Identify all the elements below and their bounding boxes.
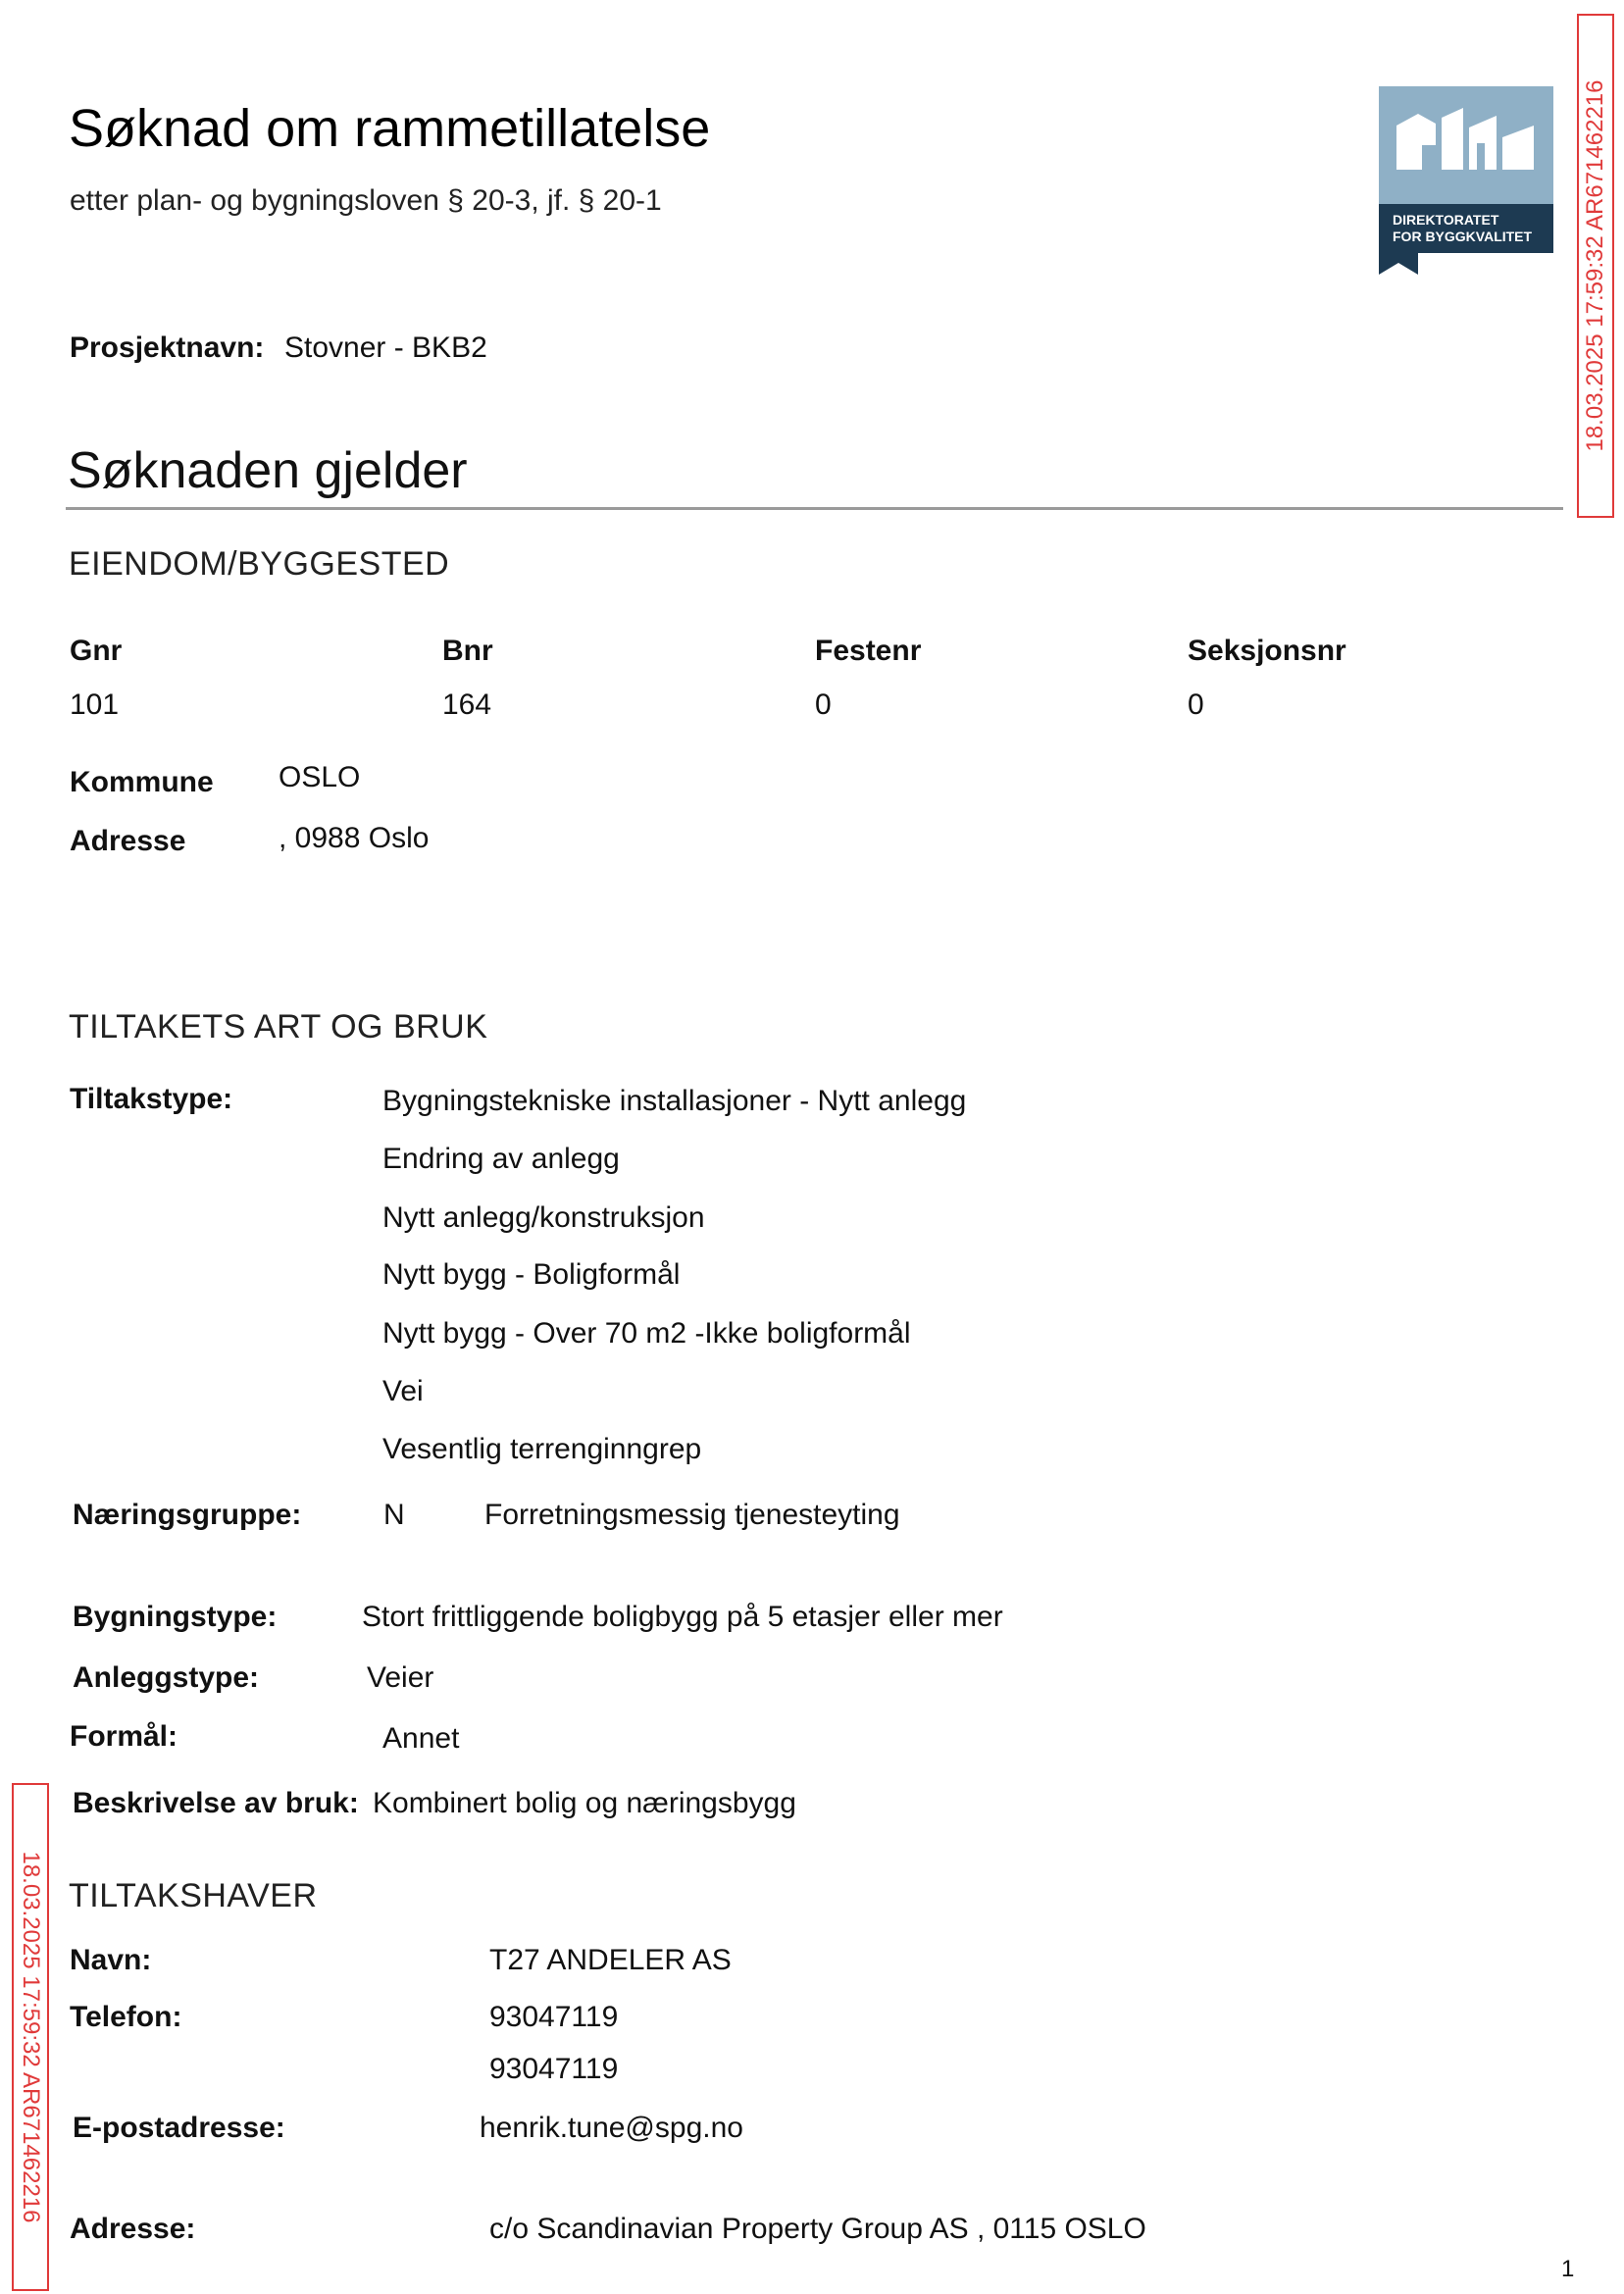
- navn-value: T27 ANDELER AS: [489, 1944, 732, 1976]
- epost-value: henrik.tune@spg.no: [480, 2112, 743, 2144]
- logo-text-line2: FOR BYGGKVALITET: [1393, 229, 1533, 244]
- tiltakshaver-adresse-value: c/o Scandinavian Property Group AS , 0115 OSLO: [489, 2213, 1146, 2245]
- gnr-label: Gnr: [70, 635, 123, 667]
- beskrivelse-label: Beskrivelse av bruk:: [73, 1787, 359, 1819]
- formal-label: Formål:: [70, 1720, 178, 1753]
- tiltakshaver-heading: TILTAKSHAVER: [69, 1877, 318, 1914]
- adresse-label: Adresse: [70, 825, 186, 857]
- section-title: Søknaden gjelder: [68, 442, 468, 499]
- telefon-value: 93047119: [489, 2053, 619, 2085]
- anleggstype-value: Veier: [367, 1661, 434, 1694]
- dibk-logo-icon: [1379, 86, 1553, 275]
- tiltakstype-item: Bygningstekniske installasjoner - Nytt anlegg: [382, 1085, 967, 1117]
- formal-value: Annet: [382, 1722, 460, 1755]
- festenr-value: 0: [815, 688, 832, 721]
- bnr-label: Bnr: [442, 635, 493, 667]
- epost-label: E-postadresse:: [73, 2112, 285, 2144]
- tiltakstype-item: Nytt anlegg/konstruksjon: [382, 1201, 705, 1234]
- page-subtitle: etter plan- og bygningsloven § 20-3, jf. § 20-1: [70, 184, 662, 217]
- seksjonsnr-label: Seksjonsnr: [1188, 635, 1346, 667]
- kommune-value: OSLO: [279, 761, 361, 793]
- project-value: Stovner - BKB2: [284, 331, 487, 364]
- telefon-value: 93047119: [489, 2001, 619, 2033]
- beskrivelse-value: Kombinert bolig og næringsbygg: [373, 1787, 796, 1819]
- dibk-logo: [1379, 86, 1553, 275]
- naeringsgruppe-value: Forretningsmessig tjenesteyting: [484, 1499, 900, 1531]
- adresse-value: , 0988 Oslo: [279, 822, 430, 854]
- festenr-label: Festenr: [815, 635, 922, 667]
- tiltakstype-item: Endring av anlegg: [382, 1143, 620, 1175]
- archive-stamp-left-text: 18.03.2025 17:59:32 AR671462216: [18, 1851, 44, 2223]
- tiltak-heading: TILTAKETS ART OG BRUK: [69, 1008, 488, 1045]
- bygningstype-label: Bygningstype:: [73, 1601, 278, 1633]
- bnr-value: 164: [442, 688, 492, 721]
- logo-text-line1: DIREKTORATET: [1393, 212, 1499, 228]
- tiltakshaver-adresse-label: Adresse:: [70, 2213, 196, 2245]
- navn-label: Navn:: [70, 1944, 152, 1976]
- section-divider: [66, 507, 1563, 510]
- tiltakstype-item: Vei: [382, 1375, 424, 1407]
- naeringsgruppe-label: Næringsgruppe:: [73, 1499, 302, 1531]
- archive-stamp-top-text: 18.03.2025 17:59:32 AR671462216: [1582, 79, 1608, 452]
- gnr-value: 101: [70, 688, 120, 721]
- archive-stamp-top: [1577, 14, 1614, 518]
- telefon-label: Telefon:: [70, 2001, 182, 2033]
- archive-stamp-left: [12, 1783, 49, 2291]
- page-title: Søknad om rammetillatelse: [69, 99, 711, 158]
- tiltakstype-item: Vesentlig terrenginngrep: [382, 1433, 702, 1465]
- tiltakstype-item: Nytt bygg - Over 70 m2 -Ikke boligformål: [382, 1317, 911, 1350]
- kommune-label: Kommune: [70, 766, 214, 798]
- anleggstype-label: Anleggstype:: [73, 1661, 260, 1694]
- property-heading: EIENDOM/BYGGESTED: [69, 545, 450, 583]
- tiltakstype-item: Nytt bygg - Boligformål: [382, 1258, 681, 1291]
- bygningstype-value: Stort frittliggende boligbygg på 5 etasjer eller mer: [362, 1601, 1003, 1633]
- page-number: 1: [1561, 2256, 1575, 2282]
- naeringsgruppe-code: N: [383, 1499, 405, 1531]
- tiltakstype-label: Tiltakstype:: [70, 1083, 233, 1115]
- project-label: Prosjektnavn:: [70, 331, 265, 364]
- seksjonsnr-value: 0: [1188, 688, 1204, 721]
